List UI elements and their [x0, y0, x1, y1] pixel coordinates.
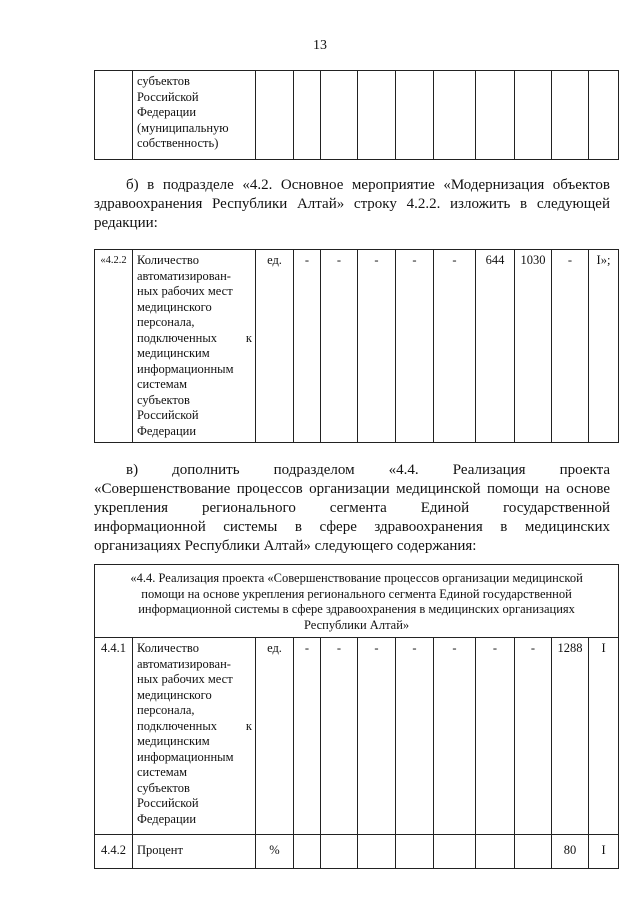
cell-value: 644: [476, 250, 515, 443]
desc-line: ных рабочих мест: [137, 672, 233, 686]
desc-line: Российской: [137, 408, 199, 422]
cell-value: -: [358, 250, 396, 443]
page-number: 13: [313, 38, 327, 53]
paragraph-v: [94, 461, 610, 556]
cell-empty: [434, 71, 476, 160]
cell-row-number: 4.4.2: [95, 835, 133, 869]
cell-value: [434, 835, 476, 869]
desc-line: медицинского: [137, 299, 212, 314]
desc-line: Российской: [137, 796, 199, 810]
header-line: Республики Алтай»: [303, 617, 410, 632]
table-4-4: [94, 564, 619, 869]
cell-value: -: [476, 638, 515, 835]
cell-empty: [515, 71, 552, 160]
desc-line: автоматизирован-: [137, 268, 231, 283]
desc-line: персонала,: [137, 315, 195, 329]
desc-line: Процент: [137, 843, 183, 857]
cell-value: [396, 835, 434, 869]
cell-empty: [552, 71, 589, 160]
desc-line: медицинским: [137, 734, 210, 748]
cell-value: -: [434, 250, 476, 443]
cell-description: [133, 71, 256, 160]
cell-description: [133, 638, 256, 835]
header-line: помощи на основе укрепления регионального сегмента Единой государственной: [141, 586, 572, 601]
desc-line: субъектов: [137, 74, 190, 88]
cell-value: -: [552, 250, 589, 443]
paragraph-line: организациях Республики Алтай» следующего содержания:: [94, 538, 477, 554]
cell-value: -: [515, 638, 552, 835]
desc-line: медицинского: [137, 687, 212, 702]
cell-empty: [321, 71, 358, 160]
cell-value: -: [321, 638, 358, 835]
paragraph-line: б) в подразделе «4.2. Основное мероприятие «Модернизация объектов: [126, 177, 610, 193]
header-line: «4.4. Реализация проекта «Совершенствование процессов организации медицинской: [130, 571, 583, 585]
cell-empty: [294, 71, 321, 160]
cell-unit: %: [256, 835, 294, 869]
paragraph-b: [94, 176, 610, 233]
desc-line: подключенных к: [137, 718, 252, 733]
desc-line: собственность): [137, 136, 219, 150]
table-continuation: [94, 70, 619, 160]
table-row: [95, 638, 619, 835]
desc-line: подключенных к: [137, 330, 252, 345]
desc-line: медицинским: [137, 346, 210, 360]
cell-empty: [256, 71, 294, 160]
desc-line: системам: [137, 377, 188, 391]
cell-value: -: [294, 250, 321, 443]
cell-empty: [396, 71, 434, 160]
header-line: информационной системы в сфере здравоохранения в медицинских организациях: [138, 602, 575, 616]
paragraph-line: в) дополнить подразделом «4.4. Реализация проекта: [126, 462, 610, 478]
cell-row-number: «4.2.2: [95, 250, 133, 443]
cell-value: I: [589, 835, 619, 869]
cell-value: [294, 835, 321, 869]
desc-line: персонала,: [137, 703, 195, 717]
desc-line: системам: [137, 765, 188, 779]
table-row: [95, 835, 619, 869]
cell-value: I: [589, 638, 619, 835]
desc-line: субъектов: [137, 392, 190, 407]
cell-row-number: 4.4.1: [95, 638, 133, 835]
table-section-header: [95, 565, 619, 638]
cell-value: [321, 835, 358, 869]
desc-line: Федерации: [137, 423, 197, 438]
table-4-2-2: [94, 249, 619, 443]
desc-line: Количество: [137, 641, 199, 655]
desc-line: Федерации: [137, 811, 197, 826]
cell-num: [95, 71, 133, 160]
desc-line: Федерации: [137, 105, 197, 119]
cell-description: [133, 835, 256, 869]
desc-line: автоматизирован-: [137, 656, 231, 671]
desc-line: Количество: [137, 253, 199, 267]
cell-value: 80: [552, 835, 589, 869]
cell-value: 1030: [515, 250, 552, 443]
cell-unit: ед.: [256, 250, 294, 443]
paragraph-line: «Совершенствование процессов организации медицинской помощи на основе: [94, 481, 610, 497]
cell-empty: [358, 71, 396, 160]
cell-value: 1288: [552, 638, 589, 835]
desc-line: Российской: [137, 89, 199, 104]
cell-empty: [476, 71, 515, 160]
cell-value: -: [434, 638, 476, 835]
cell-value: [515, 835, 552, 869]
desc-line: информационным: [137, 749, 234, 764]
cell-empty: [589, 71, 619, 160]
cell-value: -: [358, 638, 396, 835]
cell-unit: ед.: [256, 638, 294, 835]
desc-line: информационным: [137, 361, 234, 376]
desc-line: (муниципальную: [137, 120, 229, 135]
desc-line: ных рабочих мест: [137, 284, 233, 298]
desc-line: субъектов: [137, 780, 190, 795]
cell-value: -: [294, 638, 321, 835]
cell-value: -: [321, 250, 358, 443]
cell-value: [358, 835, 396, 869]
paragraph-line: редакции:: [94, 215, 158, 231]
cell-value: [476, 835, 515, 869]
paragraph-line: укрепления регионального сегмента Единой государственной: [94, 500, 610, 516]
paragraph-line: здравоохранения Республики Алтай» строку 4.2.2. изложить в следующей: [94, 196, 610, 212]
cell-value: -: [396, 250, 434, 443]
paragraph-line: информационной системы в сфере здравоохранения в медицинских: [94, 519, 610, 535]
cell-value: I»;: [589, 250, 619, 443]
cell-description: [133, 250, 256, 443]
cell-value: -: [396, 638, 434, 835]
